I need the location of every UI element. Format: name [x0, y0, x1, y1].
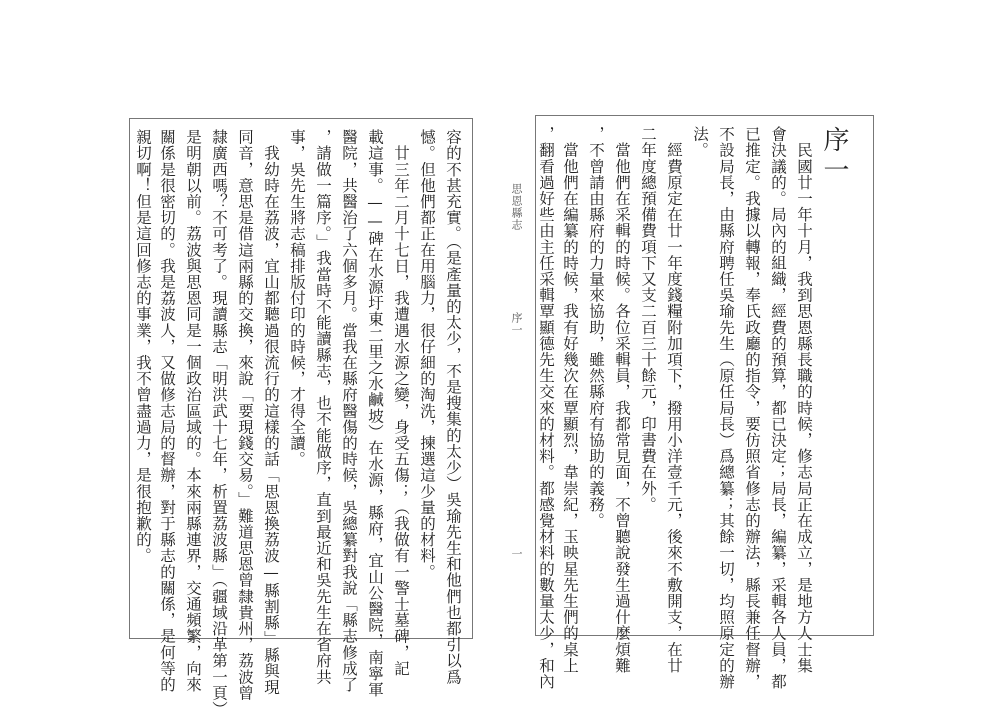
text-column: 醫院，共醫治了六個多月。當我在縣府醫傷的時候，吳總纂對我說「縣志修成了: [340, 129, 358, 693]
text-column: 關係是很密切的。我是荔波人，又做修志局的督辦，對于縣志的關係，是何等的: [158, 129, 176, 693]
text-column: 廿三年二月十七日，我遭遇水源之變，身受五傷；（我做有一警士墓碑，記: [392, 129, 410, 677]
text-column: 經費原定在廿一年度錢糧附加項下，撥用小洋壹千元，後來不敷開支，在廿: [665, 126, 683, 674]
text-column: 不設局長，由縣府聘任吳瑜先生（原任局長）爲總纂；其餘一切，均照原定的辦: [717, 126, 735, 690]
text-column: 親切啊！但是這回修志的事業，我不曾盡過力，是很抱歉的。: [134, 129, 152, 564]
text-column: ，翻看過好些由主任采輯覃顯德先生交來的材料。都感覺材料的數量太少，和內: [537, 126, 555, 690]
text-column: 當他們在采輯的時候。各位采輯員，我都常見面，不曾聽說發生過什麼煩難: [613, 126, 631, 674]
text-column: 會決議的。局內的組織，經費的預算，都已決定；局長，編纂，采輯各人員，都: [769, 126, 787, 690]
text-column: 載這事。——碑在水源圩東二里之水鹹坡）在水源，縣府，宜山公醫院，南寧軍: [366, 129, 384, 698]
text-column: 隸廣西嗎？不可考了。現讀縣志「明洪武十七年，析置荔波縣」（疆域沿革第一頁）: [210, 129, 228, 717]
text-column: 容的不甚充實。（是產量的太少，不是搜集的太少）吳瑜先生和他們也都引以爲: [444, 129, 462, 685]
text-column: ，不曾請由縣府的力量來協助，雖然縣府有協助的義務。: [587, 126, 605, 529]
text-column: 當他們在編纂的時候，我有好幾次在覃顯烈，韋崇紀，玉映星先生們的桌上: [561, 126, 579, 674]
text-column: 民國廿一年十月，我到思恩縣長職的時候，修志局正在成立，是地方人士集: [795, 126, 813, 674]
text-column: 法。: [691, 126, 709, 159]
text-column: 同音，意思是借這兩縣的交換，來說「要現錢交易。」難道思恩曾隸貴州，荔波曾: [236, 129, 254, 701]
gutter-page-number: 一: [510, 548, 523, 560]
text-column: ，請做一篇序。」我當時不能讀縣志，也不能做序，直到最近和吳先生在省府共: [314, 129, 332, 685]
gutter-section: 序一: [510, 312, 523, 336]
left-page: [129, 118, 473, 717]
text-column: 已推定。我據以轉報，奉氏政廳的指令，要仿照省修志的辦法，縣長兼任督辦，: [743, 126, 761, 690]
gutter-book-title: 思恩縣志: [510, 183, 523, 231]
text-column: 我幼時在荔波，宜山都聽過很流行的這樣的話「思恩換荔波—縣割縣」縣與現: [262, 129, 280, 695]
text-column: 二年度總預備費項下又支二百三十餘元，印書費在外。: [639, 126, 657, 513]
text-column: 事，吳先生將志稿排版付印的時候，才得全讀。: [288, 129, 306, 468]
page-title: 序一: [819, 126, 849, 186]
text-column: 憾。但他們都正在用腦力，很仔細的淘洗，揀選這少量的材料。: [418, 129, 436, 580]
right-page: [535, 115, 874, 690]
text-column: 是明朝以前。荔波與思恩同是一個政治區域的。本來兩縣連界，交通頻繁，向來: [184, 129, 202, 693]
